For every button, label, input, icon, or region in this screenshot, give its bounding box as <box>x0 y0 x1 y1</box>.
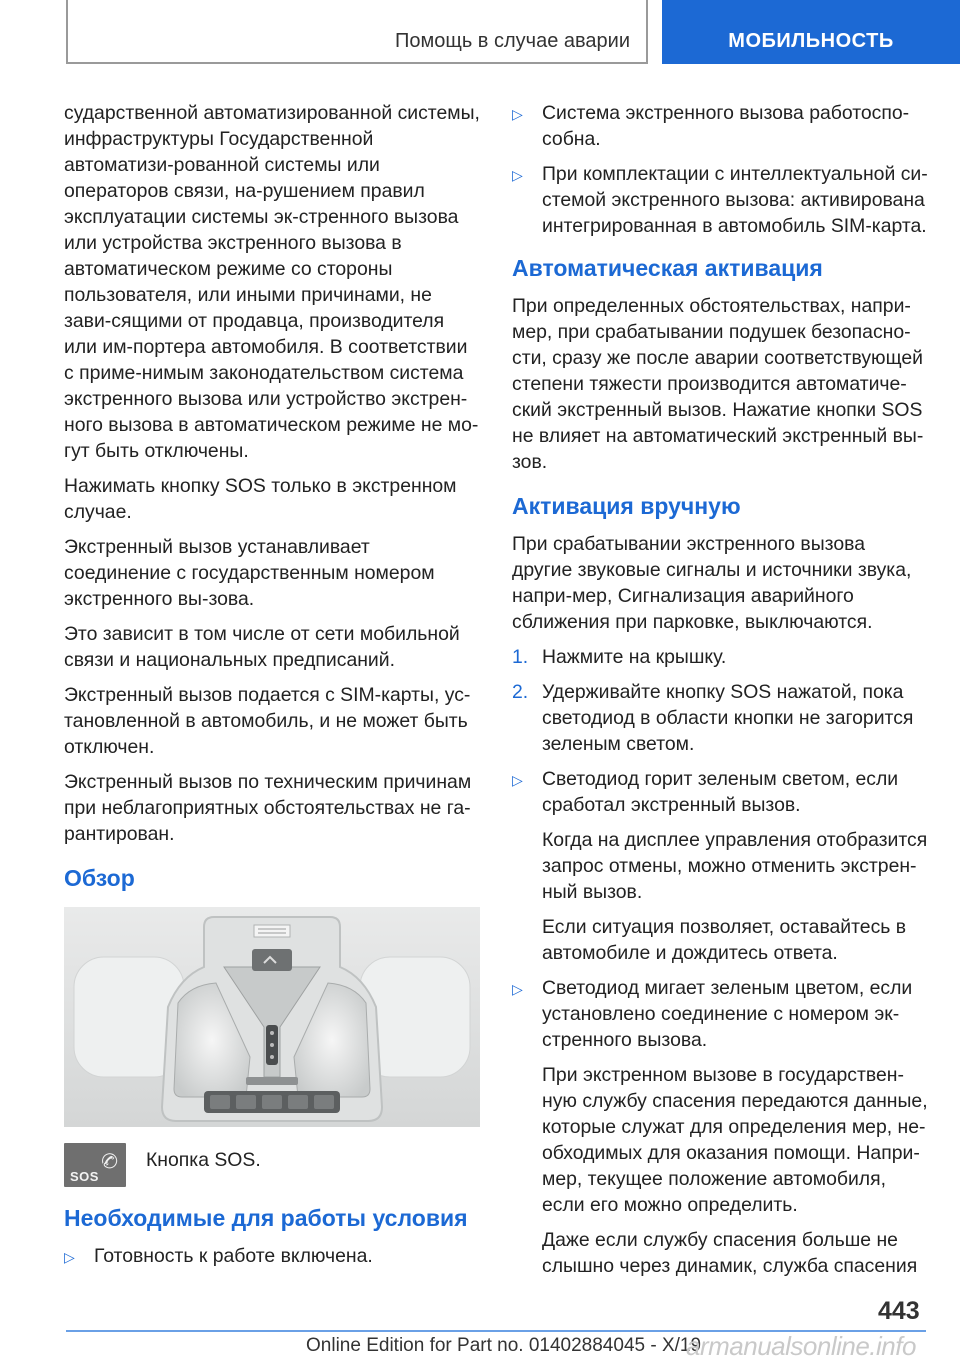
header-chapter-box <box>66 0 648 64</box>
heading-manual-activation: Активация вручную <box>512 493 741 519</box>
sos-button-legend <box>64 1143 482 1187</box>
list-item-text: Когда на дисплее управления отобразится запрос отмены, можно отменить экстрен‐ный вызов. <box>542 829 928 903</box>
watermark: armanualsonline.info <box>686 1331 916 1361</box>
list-item <box>512 766 930 966</box>
triangle-bullet-icon: ▷ <box>512 106 523 122</box>
heading-overview: Обзор <box>64 865 135 891</box>
step-number: 2. <box>512 681 529 703</box>
list-item-text: Светодиод горит зеленым светом, если сработал экстренный вызов. <box>542 768 899 816</box>
heading-auto-activation: Автоматическая активация <box>512 255 823 281</box>
triangle-bullet-icon: ▷ <box>512 981 523 997</box>
paragraph: Экстренный вызов подается с SIM-карты, ус‐тановленной в автомобиль, и не может быть отключен. <box>64 684 471 758</box>
list-item-text: Готовность к работе включена. <box>94 1245 373 1267</box>
list-item <box>512 161 930 239</box>
triangle-bullet-icon: ▷ <box>64 1249 75 1265</box>
list-item <box>512 100 930 152</box>
heading-conditions: Необходимые для работы условия <box>64 1205 468 1231</box>
paragraph: При срабатывании экстренного вызова другие звуковые сигналы и источники звука, напри‐мер, Сигнализация аварийного сближения при парковке, выключаются. <box>512 533 912 633</box>
left-column <box>64 100 482 1278</box>
list-item <box>512 975 930 1279</box>
list-item-text: Светодиод мигает зеленым цветом, если установлено соединение с номером эк‐стренного вызова. <box>542 977 913 1051</box>
overhead-console-image <box>64 907 480 1127</box>
footer-edition: Online Edition for Part no. 01402884045 - X/19 <box>306 1335 702 1356</box>
list-item-text: Если ситуация позволяет, оставайтесь в автомобиле и дождитесь ответа. <box>542 916 907 964</box>
paragraph: Экстренный вызов по техническим причинам при неблагоприятных обстоятельствах не га‐рантирован. <box>64 771 472 845</box>
step-item <box>512 679 930 757</box>
sos-icon-label: SOS <box>70 1169 99 1184</box>
sos-button-icon <box>64 1143 126 1187</box>
step-text: Удерживайте кнопку SOS нажатой, пока светодиод в области кнопки не загорится зеленым светом. <box>542 681 914 755</box>
paragraph: Экстренный вызов устанавливает соединение с государственным номером экстренного вы‐зова. <box>64 536 435 610</box>
list-item <box>64 1243 482 1269</box>
step-number: 1. <box>512 646 529 668</box>
console-illustration <box>64 907 480 1127</box>
list-item-text: Система экстренного вызова работоспо‐собна. <box>542 102 910 150</box>
triangle-bullet-icon: ▷ <box>512 772 523 788</box>
phone-icon: ✆ <box>97 1148 122 1176</box>
step-item <box>512 644 930 670</box>
page-number: 443 <box>878 1297 920 1325</box>
chapter-title: Помощь в случае аварии <box>395 30 630 52</box>
paragraph: Нажимать кнопку SOS только в экстренном случае. <box>64 475 457 523</box>
paragraph: При определенных обстоятельствах, напри‐мер, при срабатывании подушек безопасно‐сти, сразу же после аварии соответствующей степени тяжести производится автоматиче‐ский экстренный вызов. Нажатие кнопки SOS не влияет на автоматический экстренный вы‐зов. <box>512 295 924 473</box>
paragraph: сударственной автоматизированной системы, инфраструктуры Государственной автоматизи‐рованной системы или операторов связи, на‐рушением правил эксплуатации системы эк‐стренного вызова или устройства экстренного вызова в автоматическом режиме со стороны пользователя, или иными причинами, не зави‐сящими от продавца, производителя или им‐портера автомобиля. В соответствии с приме‐нимым законодательством система экстренного вызова или устройство экстрен‐ного вызова в автоматическом режиме не мо‐гут быть отключены. <box>64 102 480 462</box>
step-text: Нажмите на крышку. <box>542 646 727 668</box>
paragraph: Это зависит в том числе от сети мобильной связи и национальных предписаний. <box>64 623 460 671</box>
list-item-text: При комплектации с интеллектуальной си‐стемой экстренного вызова: активирована интегрированная в автомобиль SIM-карта. <box>542 163 928 237</box>
section-title: МОБИЛЬНОСТЬ <box>728 30 894 52</box>
right-column <box>512 100 930 1288</box>
list-item-text: Даже если службу спасения больше не слышно через динамик, служба спасения <box>542 1229 918 1277</box>
sos-caption: Кнопка SOS. <box>146 1149 261 1171</box>
triangle-bullet-icon: ▷ <box>512 167 523 183</box>
header-section-tab <box>662 0 960 64</box>
list-item-text: При экстренном вызове в государствен‐ную службу спасения передаются данные, которые служат для определения мер, не‐обходимых для оказания помощи. Напри‐мер, текущее положение автомобиля, если его можно определить. <box>542 1064 928 1216</box>
